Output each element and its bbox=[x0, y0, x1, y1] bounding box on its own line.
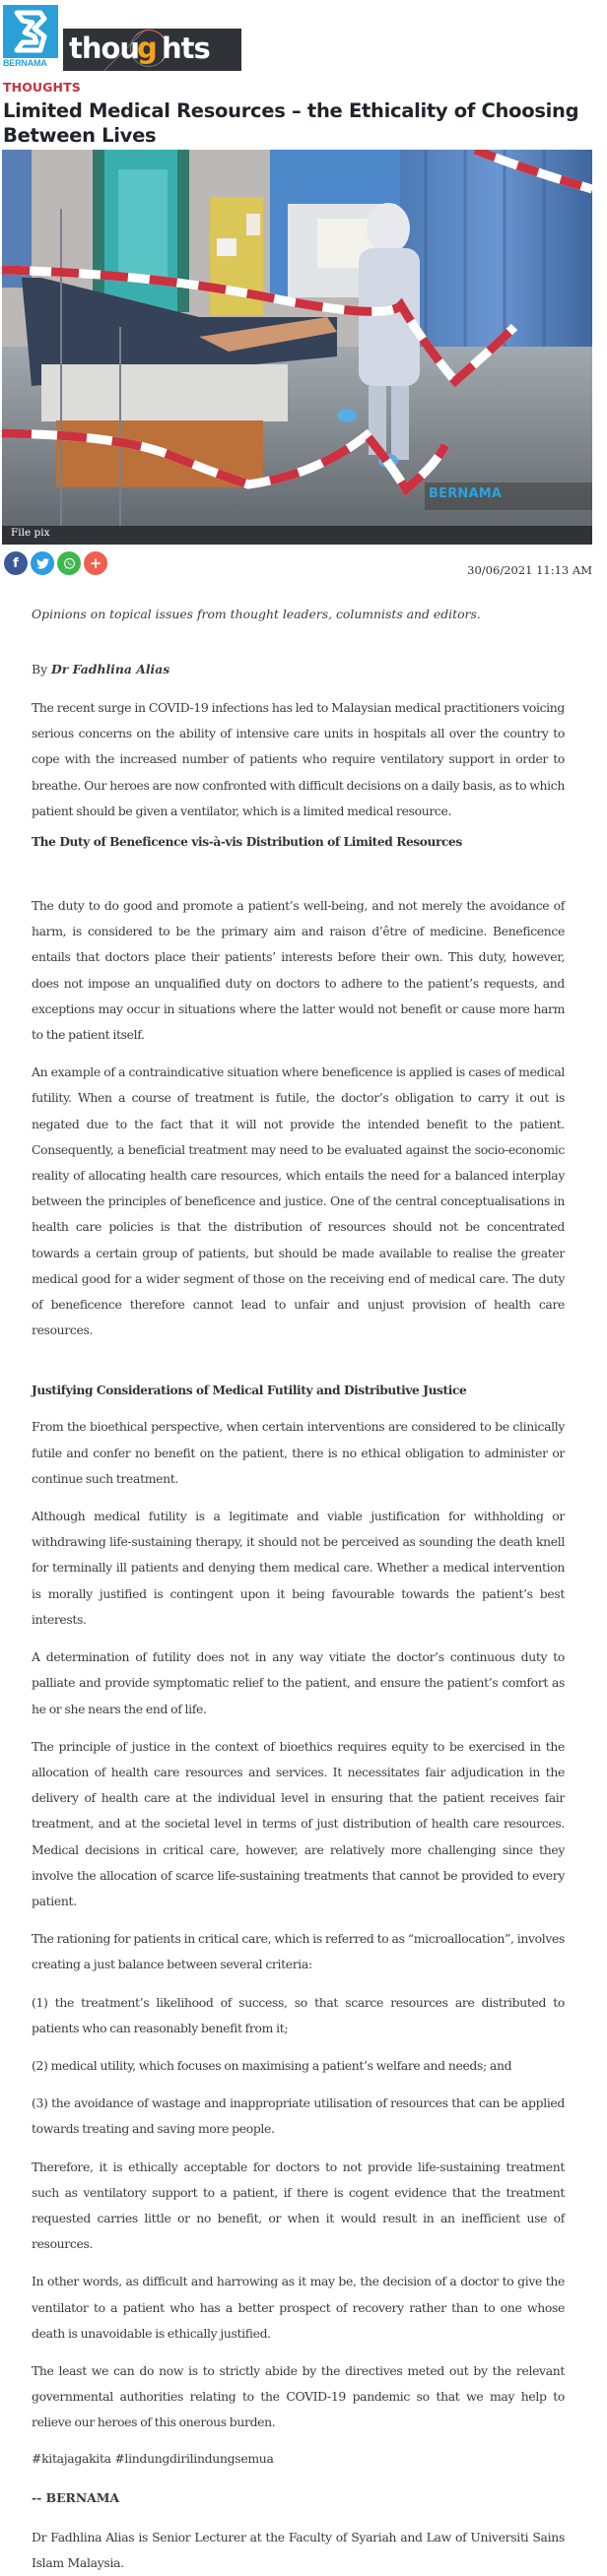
publish-date: 30/06/2021 11:13 AM bbox=[467, 563, 592, 577]
criteria-item-2: (2) medical utility, which focuses on maximising a patient’s welfare and needs; and bbox=[32, 2057, 512, 2073]
image-caption-bar bbox=[2, 526, 592, 545]
hero-image bbox=[2, 150, 592, 545]
criteria-item-3: (3) the avoidance of wastage and inappropriate utilisation of resources that can be applied towards treating and saving more people. bbox=[32, 2095, 565, 2137]
share-buttons bbox=[4, 551, 107, 575]
bernama-b-icon bbox=[3, 5, 58, 58]
whatsapp-share-button[interactable] bbox=[57, 551, 81, 575]
paragraph: Although medical futility is a legitimate and viable justification for withholding or withdrawing life-sustaining therapy, it should not be perceived as sounding the death knell for terminally ill patients and denying them medical care. Whether a medical intervention is morally justified is contingent upon it being favourable towards the patient’s best interests. bbox=[32, 1509, 565, 1627]
article-title: Limited Medical Resources – the Ethicality of Choosing Between Lives bbox=[3, 99, 579, 147]
paragraph: Therefore, it is ethically acceptable for doctors to not provide life-sustaining treatment such as ventilatory support to a patient, if there is cogent evidence that the treatment requested carries little or no benefit, or when it would result in an inefficient use of resources. bbox=[32, 2158, 565, 2252]
whatsapp-icon bbox=[63, 557, 76, 570]
paragraph: The principle of justice in the context of bioethics requires equity to be exercised in the allocation of health care resources and services. It necessitates fair adjudication in the delivery of health care at the individual level in ensuring that the patient receives fair treatment, and at the societal level in terms of just distribution of health care resources. Medical decisions in critical care, however, are relatively more challenging since they involve the allocation of scarce life-sustaining treatments that cannot be provided to every patient. bbox=[32, 1738, 565, 1908]
facebook-icon: f bbox=[13, 555, 19, 571]
article-lede: Opinions on topical issues from thought leaders, columnists and editors. bbox=[32, 607, 481, 621]
paragraph: The duty to do good and promote a patient’s well-being, and not merely the avoidance of harm, is considered to be the primary aim and raison d’être of medicine. Beneficence entails that doctors place their patients’ interests before their own. This duty, however, does not impose an unqualified duty on doctors to adhere to the patient’s requests, and exceptions may occur in situations where the latter would not benefit or cause more harm to the patient itself. bbox=[32, 898, 565, 1043]
paragraph: The least we can do now is to strictly abide by the directives meted out by the relevant governmental authorities relating to the COVID-19 pandemic so that we may help to relieve our heroes of this onerous burden. bbox=[32, 2362, 565, 2430]
watermark-text: BERNAMA bbox=[429, 486, 503, 501]
more-share-button[interactable] bbox=[84, 551, 107, 575]
intro-paragraph: The recent surge in COVID-19 infections has led to Malaysian medical practitioners voicing serious concerns on the ability of intensive care units in hospitals all over the country to cope with the increased number of patients who require ventilatory support in order to breathe. Our heroes are now confronted with difficult decisions on a daily basis, as to which patient should be given a ventilator, which is a limited medical resource. bbox=[32, 700, 565, 818]
plus-icon: + bbox=[89, 553, 102, 572]
article-body bbox=[32, 605, 565, 2576]
bernama-wordmark: BERNAMA bbox=[3, 58, 47, 68]
author-name: Dr Fadhlina Alias bbox=[51, 662, 170, 676]
section-kicker[interactable]: THOUGHTS bbox=[3, 80, 81, 95]
logo-text-right: hts bbox=[162, 32, 210, 65]
section-heading-beneficence: The Duty of Beneficence vis-à-vis Distribution of Limited Resources bbox=[32, 835, 462, 850]
image-caption: File pix bbox=[11, 527, 50, 539]
paragraph: An example of a contraindicative situation where beneficence is applied is cases of medical futility. When a course of treatment is futile, the doctor’s obligation to carry it out is negated due to the fact that it will not provide the intended benefit to the patient. Consequently, a beneficial treatment may need to be evaluated against the socio-economic reality of allocating health care resources, which entails the need for a balanced interplay between the principles of beneficence and justice. One of the central conceptualisations in health care policies is that the distribution of resources should not be concentrated towards a certain group of patients, but should be made available to realise the greater medical good for a wider segment of those on the receiving end of medical care. The duty of beneficence therefore cannot lead to unfair and unjust provision of health care resources. bbox=[32, 1064, 565, 1338]
hashtags[interactable]: #kitajagakita #lindungdirilindungsemua bbox=[32, 2450, 274, 2466]
site-header-logos bbox=[3, 5, 241, 68]
section-heading-futility: Justifying Considerations of Medical Futility and Distributive Justice bbox=[32, 1384, 467, 1398]
bernama-logo[interactable] bbox=[3, 5, 58, 68]
signoff: -- BERNAMA bbox=[32, 2489, 120, 2505]
byline bbox=[32, 660, 565, 679]
twitter-share-button[interactable] bbox=[31, 551, 54, 575]
byline-prefix: By bbox=[32, 662, 52, 676]
twitter-icon bbox=[36, 558, 49, 569]
criteria-item-1: (1) the treatment’s likelihood of success, so that scarce resources are distributed to patients who can reasonably benefit from it; bbox=[32, 1994, 565, 2035]
thoughts-section-logo[interactable] bbox=[63, 29, 241, 71]
author-bio: Dr Fadhlina Alias is Senior Lecturer at the Faculty of Syariah and Law of Universiti Sains Islam Malaysia. bbox=[32, 2529, 565, 2570]
paragraph: A determination of futility does not in any way vitiate the doctor’s continuous duty to palliate and provide symptomatic relief to the patient, and ensure the patient’s comfort as he or she nears the end of life. bbox=[32, 1649, 565, 1716]
facebook-share-button[interactable] bbox=[4, 551, 28, 575]
paragraph: The rationing for patients in critical care, which is referred to as “microallocation”, involves creating a just balance between several criteria: bbox=[32, 1931, 565, 1972]
logo-text-left: thou bbox=[69, 32, 140, 65]
paragraph: In other words, as difficult and harrowing as it may be, the decision of a doctor to give the ventilator to a patient who has a better prospect of recovery rather than to one whose death is unavoidable is ethically justified. bbox=[32, 2274, 565, 2341]
image-watermark bbox=[425, 483, 592, 510]
paragraph: From the bioethical perspective, when certain interventions are considered to be clinically futile and confer no benefit on the patient, there is no ethical obligation to administer or continue such treatment. bbox=[32, 1419, 565, 1486]
logo-text-highlight: g bbox=[137, 32, 158, 65]
